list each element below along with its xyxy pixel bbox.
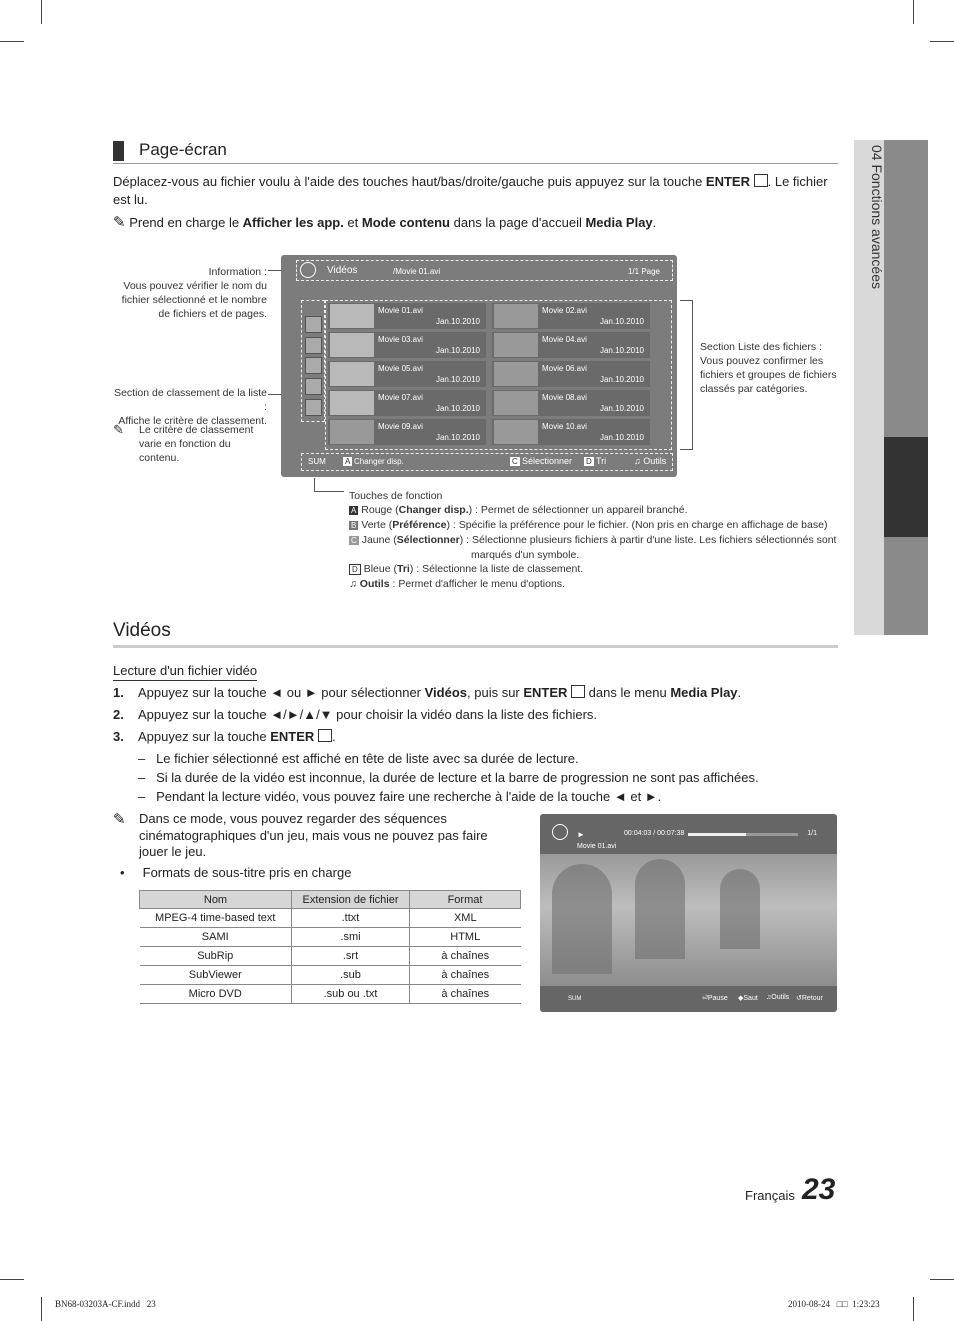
note-game-mode: ✎ Dans ce mode, vous pouvez regarder des séquences cinématographiques d'un jeu, mais vous ne pouvez pas faire jouer le jeu. [113, 811, 488, 859]
pencil-note-icon: ✎ [113, 214, 126, 231]
chapter-tab-active [884, 437, 928, 537]
file-cell[interactable]: Movie 09.avi Jan.10.2010 [328, 419, 486, 445]
blue-key-icon: D [586, 457, 592, 466]
file-cell[interactable]: Movie 02.avi Jan.10.2010 [492, 303, 650, 329]
crop-mark [930, 41, 954, 42]
playback-time: 00:04:03 / 00:07:38 [624, 830, 685, 837]
calendar-icon[interactable] [305, 357, 322, 374]
jump-button[interactable]: ◆Saut [738, 995, 758, 1002]
table-row: MPEG-4 time-based text .ttxt XML [140, 909, 521, 928]
callout-file-list: Section Liste des fichiers : Vous pouvez confirmer les fichiers et groupes de fichiers classés par catégories. [700, 341, 837, 395]
file-count: 1/1 [807, 830, 817, 837]
file-cell[interactable]: Movie 05.avi Jan.10.2010 [328, 361, 486, 387]
leader-bracket [680, 300, 693, 450]
file-path: /Movie 01.avi [393, 267, 441, 276]
video-frame [540, 854, 837, 986]
crop-mark [930, 1279, 954, 1280]
dash-item: – Si la durée de la vidéo est inconnue, la durée de lecture et la barre de progression ne sont pas affichées. [138, 770, 759, 785]
intro-paragraph: Déplacez-vous au fichier voulu à l'aide des touches haut/bas/droite/gauche puis appuyez sur la touche ENTER . Le fichier est lu. [113, 174, 828, 207]
table-row: SubViewer .sub à chaînes [140, 966, 521, 985]
pencil-note-icon: ✎ [113, 811, 126, 828]
film-reel-icon [494, 362, 538, 386]
sum-label: SUM [568, 996, 582, 1002]
section-title-videos: Vidéos [113, 620, 171, 641]
steps-list [113, 684, 843, 750]
category-label: Vidéos [327, 265, 358, 276]
film-reel-icon [494, 333, 538, 357]
heading-marker [113, 141, 124, 161]
table-row: Micro DVD .sub ou .txt à chaînes [140, 985, 521, 1004]
yellow-key-continuation: marqués d'un symbole. [471, 549, 580, 561]
callout-information: Information : Vous pouvez vérifier le nom du fichier sélectionné et le nombre de fichiers et de pages. [121, 266, 267, 320]
yellow-key-icon: C [512, 457, 518, 466]
callout-sort-note: ✎ Le critère de classement varie en fonction du contenu. [113, 422, 254, 464]
tools-button[interactable]: ♫ Outils [634, 456, 667, 466]
yellow-key-row: C Jaune (Sélectionner) : Sélectionne plusieurs fichiers à partir d'une liste. Les fichiers sélectionnés sont [351, 534, 837, 546]
file-cell[interactable]: Movie 01.avi Jan.10.2010 [328, 303, 486, 329]
file-cell[interactable]: Movie 06.avi Jan.10.2010 [492, 361, 650, 387]
tools-icon: ♫ [349, 578, 357, 590]
crop-mark [41, 1297, 42, 1321]
film-reel-icon [552, 824, 568, 840]
step-2: 2. Appuyez sur la touche ◄/►/▲/▼ pour choisir la vidéo dans la liste des fichiers. [113, 707, 598, 722]
tools-button[interactable]: ♫Outils [766, 994, 790, 1001]
file-cell[interactable]: Movie 04.avi Jan.10.2010 [492, 332, 650, 358]
footer-file: BN68-03203A-CF.indd 23 [55, 1299, 156, 1309]
section-title: Page-écran [139, 140, 227, 159]
page-number: 23 [802, 1173, 836, 1206]
callout-sort-section: Section de classement de la liste : Affiche le critère de classement. [114, 387, 267, 427]
pause-button[interactable]: ⏎Pause [702, 995, 728, 1002]
crop-mark [41, 0, 42, 24]
step-3: 3. Appuyez sur la touche ENTER . [113, 729, 336, 744]
star-icon[interactable] [305, 399, 322, 416]
green-key-row: B Verte (Préférence) : Spécifie la préférence pour le fichier. (Non pris en charge en affichage de base) [351, 519, 828, 531]
function-keys-legend [349, 489, 839, 591]
subtitle-formats-table [139, 890, 521, 1004]
folder-icon[interactable] [305, 316, 322, 333]
film-reel-icon [494, 420, 538, 444]
film-reel-icon [494, 391, 538, 415]
note-app-support: ✎ Prend en charge le Afficher les app. et Mode contenu dans la page d'accueil Media Play. [113, 214, 657, 231]
footer-language: Français [745, 1188, 795, 1203]
divider [113, 645, 838, 648]
crop-mark [0, 1279, 24, 1280]
select-button[interactable]: Sélectionner [522, 456, 573, 466]
divider [113, 163, 838, 164]
step-1: 1. Appuyez sur la touche ◄ ou ► pour sélectionner Vidéos, puis sur ENTER dans le menu Media Play. [113, 685, 742, 700]
file-cell[interactable]: Movie 07.avi Jan.10.2010 [328, 390, 486, 416]
blue-key-row: D Bleue (Tri) : Sélectionne la liste de classement. [349, 562, 839, 577]
change-device-button[interactable]: Changer disp. [354, 457, 404, 466]
video-playback-screen [540, 814, 837, 1012]
film-reel-icon [300, 262, 316, 278]
pencil-note-icon: ✎ [113, 422, 124, 437]
crop-mark [0, 41, 24, 42]
film-reel-icon [494, 304, 538, 328]
title-sort-icon[interactable] [305, 337, 322, 354]
bullet-item: • Formats de sous-titre pris en charge [120, 865, 352, 880]
table-row: SAMI .smi HTML [140, 928, 521, 947]
footer-date: 2010-08-24 □□ 1:23:23 [788, 1299, 880, 1309]
red-key-row: A Rouge (Changer disp.) : Permet de sélectionner un appareil branché. [351, 504, 688, 516]
file-name: Movie 01.avi [577, 843, 617, 850]
return-button[interactable]: ↺Retour [796, 995, 823, 1002]
table-row: SubRip .srt à chaînes [140, 947, 521, 966]
crop-mark [913, 0, 914, 24]
page-counter: 1/1 Page [627, 267, 660, 276]
dash-item: – Pendant la lecture vidéo, vous pouvez faire une recherche à l'aide de la touche ◄ et ►. [138, 789, 662, 804]
progress-fill [688, 833, 746, 836]
progress-bar[interactable] [688, 833, 798, 836]
info-bar [296, 260, 673, 281]
chapter-label: 04 Fonctions avancées [869, 145, 885, 289]
sort-button[interactable]: Tri [596, 456, 607, 466]
function-bar [301, 453, 673, 471]
chapter-tab-strip [884, 140, 928, 635]
play-icon: ► [577, 830, 585, 839]
tools-key-row: ♫ Outils : Permet d'afficher le menu d'options. [349, 578, 565, 590]
file-cell[interactable]: Movie 10.avi Jan.10.2010 [492, 419, 650, 445]
film-reel-icon [330, 420, 374, 444]
subsection-title: Lecture d'un fichier vidéo [113, 662, 257, 681]
dash-list [138, 750, 838, 807]
sum-label: SUM [308, 457, 326, 466]
dash-item: – Le fichier sélectionné est affiché en tête de liste avec sa durée de lecture. [138, 751, 579, 766]
date-icon[interactable] [305, 378, 322, 395]
file-cell[interactable]: Movie 08.avi Jan.10.2010 [492, 390, 650, 416]
crop-mark [913, 1297, 914, 1321]
red-key-icon: A [345, 457, 351, 466]
leader-line [314, 491, 344, 492]
function-keys-title: Touches de fonction [349, 490, 443, 502]
table-header: Nom Extension de fichier Format [140, 891, 521, 909]
file-cell[interactable]: Movie 03.avi Jan.10.2010 [328, 332, 486, 358]
leader-line [314, 478, 315, 492]
